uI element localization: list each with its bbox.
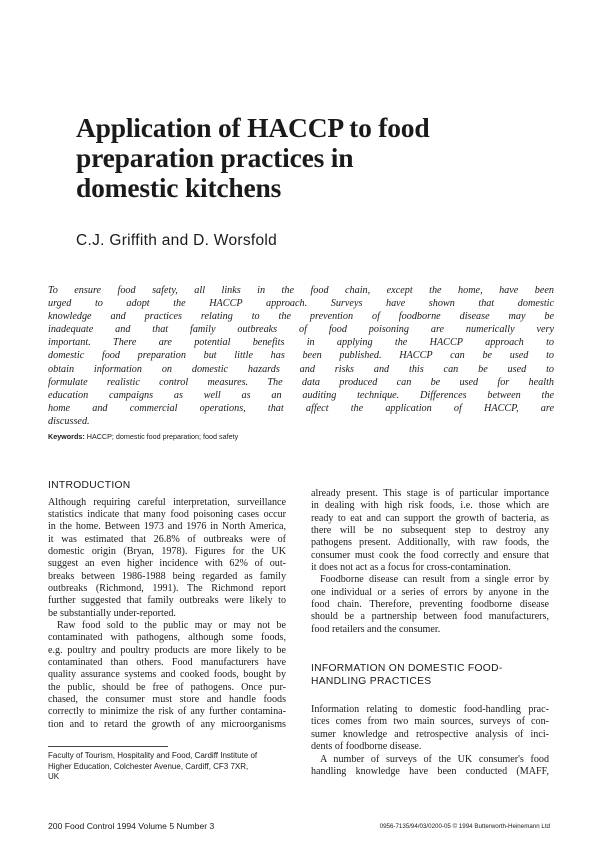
text-line: A number of surveys of the UK consumer's food — [320, 753, 549, 765]
paper-title — [76, 113, 536, 203]
text-line: food retailers and the consumer. — [311, 623, 441, 635]
text-line: it does not act as a focus for cross-contamination. — [311, 562, 511, 574]
paragraph — [48, 497, 286, 620]
paragraph — [311, 574, 549, 636]
paragraph — [311, 704, 549, 753]
abstract-line: inadequate and that family outbreaks of food poisoning are numerically very — [48, 324, 554, 336]
text-line: the public, should be free of pathogens. Once pur- — [48, 681, 286, 693]
text-line: further suggested that family outbreaks were likely to — [48, 595, 286, 607]
text-line: e.g. poultry and poultry products are more likely to be — [48, 644, 286, 656]
text-line: ready to eat and can support the growth of bacteria, as — [311, 512, 549, 524]
page-footer-copyright: 0956-7135/94/03/0200-05 © 1994 Butterworth-Heinemann Ltd — [379, 823, 550, 830]
affiliation-line: UK — [48, 772, 60, 781]
affiliation-line: Higher Education, Colchester Avenue, Cardiff, CF3 7XR, — [48, 761, 249, 771]
abstract-line: discussed. — [48, 415, 90, 427]
text-line: outbreaks (Richmond, 1991). The Richmond report — [48, 582, 286, 594]
abstract — [48, 284, 554, 428]
heading-line: HANDLING PRACTICES — [311, 675, 432, 687]
text-line: statistics indicate that many food poisoning cases occur — [48, 508, 286, 520]
text-line: handling knowledge have been conducted (MAFF, — [311, 765, 549, 777]
text-line: Foodborne disease can result from a single error by — [320, 574, 549, 586]
keywords-text: HACCP; domestic food preparation; food safety — [86, 432, 239, 441]
right-column — [311, 488, 549, 778]
text-line: dents of foodborne disease. — [311, 741, 422, 753]
text-line: one individual or a series of errors by anyone in the — [311, 586, 549, 598]
abstract-line: education campaigns as well as an auditing technique. Differences between the — [48, 389, 554, 401]
text-line: should be a partnership between food manufacturers, — [311, 611, 549, 623]
text-line: breaks between 1986-1988 being regarded as family — [48, 570, 286, 582]
authors: C.J. Griffith and D. Worsfold — [76, 232, 278, 249]
text-line: correctly to minimize the risk of any further contamina- — [48, 706, 286, 718]
text-line: quality assurance systems and cooked foods, bought by — [48, 669, 286, 681]
text-line: domestic origin (Bryan, 1978). Figures for the UK — [48, 545, 286, 557]
page-footer-journal: 200 Food Control 1994 Volume 5 Number 3 — [48, 821, 215, 831]
text-line: tion and to retard the growth of any microorganisms — [48, 718, 286, 730]
abstract-line: urged to adopt the HACCP approach. Surveys have shown that domestic — [48, 298, 554, 310]
abstract-line: knowledge and practices relating to the prevention of foodborne disease may be — [48, 311, 554, 323]
title-line: Application of HACCP to food — [76, 112, 430, 143]
abstract-line: formulate realistic control measures. The data produced can be used for health — [48, 376, 554, 388]
abstract-line: home and commercial operations, that affect the application of HACCP, are — [48, 402, 554, 414]
text-line: contaminated than others. Food manufacturers have — [48, 656, 286, 668]
paragraph — [311, 488, 549, 574]
abstract-line: To ensure food safety, all links in the food chain, except the home, have been — [48, 285, 554, 296]
title-line: preparation practices in — [76, 142, 354, 173]
text-line: pathogens present. Additionally, with raw foods, the — [311, 537, 549, 549]
keywords-label: Keywords: — [48, 432, 85, 441]
text-line: Although requiring careful interpretation, surveillance — [48, 496, 286, 508]
text-line: contaminated with pathogens, although some foods, — [48, 632, 286, 644]
heading-line: INFORMATION ON DOMESTIC FOOD- — [311, 663, 503, 675]
title-line: domestic kitchens — [76, 172, 282, 203]
text-line: consumer must cook the food correctly and ensure that — [311, 549, 549, 561]
text-line: in dealing with high risk foods, i.e. those which are — [311, 500, 549, 512]
affiliation-divider — [48, 746, 168, 747]
text-line: food chain. Therefore, preventing foodborne disease — [311, 599, 549, 611]
text-line: there will be no subsequent step to destroy any — [311, 525, 549, 537]
abstract-line: important. There are potential benefits in applying the HACCP approach to — [48, 337, 554, 349]
text-line: in the home. Between 1973 and 1976 in North America, — [48, 521, 286, 533]
keywords — [48, 432, 238, 441]
section-heading-domestic-practices — [311, 663, 549, 688]
text-line: Information relating to domestic food-handling prac- — [311, 704, 549, 716]
author-affiliation — [48, 751, 290, 783]
text-line: suggest an even higher incidence with 62% of out- — [48, 558, 286, 570]
text-line: sumer knowledge and retrospective analysis of inci- — [311, 728, 549, 740]
text-line: already present. This stage is of particular importance — [311, 488, 549, 499]
section-heading-introduction: INTRODUCTION — [48, 480, 131, 491]
paragraph — [311, 754, 549, 779]
text-line: it was estimated that 26.8% of outbreaks were of — [48, 533, 286, 545]
abstract-line: domestic food preparation but little has been published. HACCP can be used to — [48, 350, 554, 362]
left-column — [48, 480, 286, 731]
text-line: be substantially under-reported. — [48, 607, 176, 619]
affiliation-line: Faculty of Tourism, Hospitality and Food, Cardiff Institute of — [48, 751, 258, 760]
abstract-line: obtain information on domestic hazards and risks and this can be used to — [48, 363, 554, 375]
paragraph — [48, 620, 286, 731]
text-line: chased, the consumer must store and handle foods — [48, 694, 286, 705]
text-line: Raw food sold to the public may or may not be — [57, 619, 286, 631]
text-line: tices comes from two main sources, surveys of con- — [311, 716, 549, 728]
